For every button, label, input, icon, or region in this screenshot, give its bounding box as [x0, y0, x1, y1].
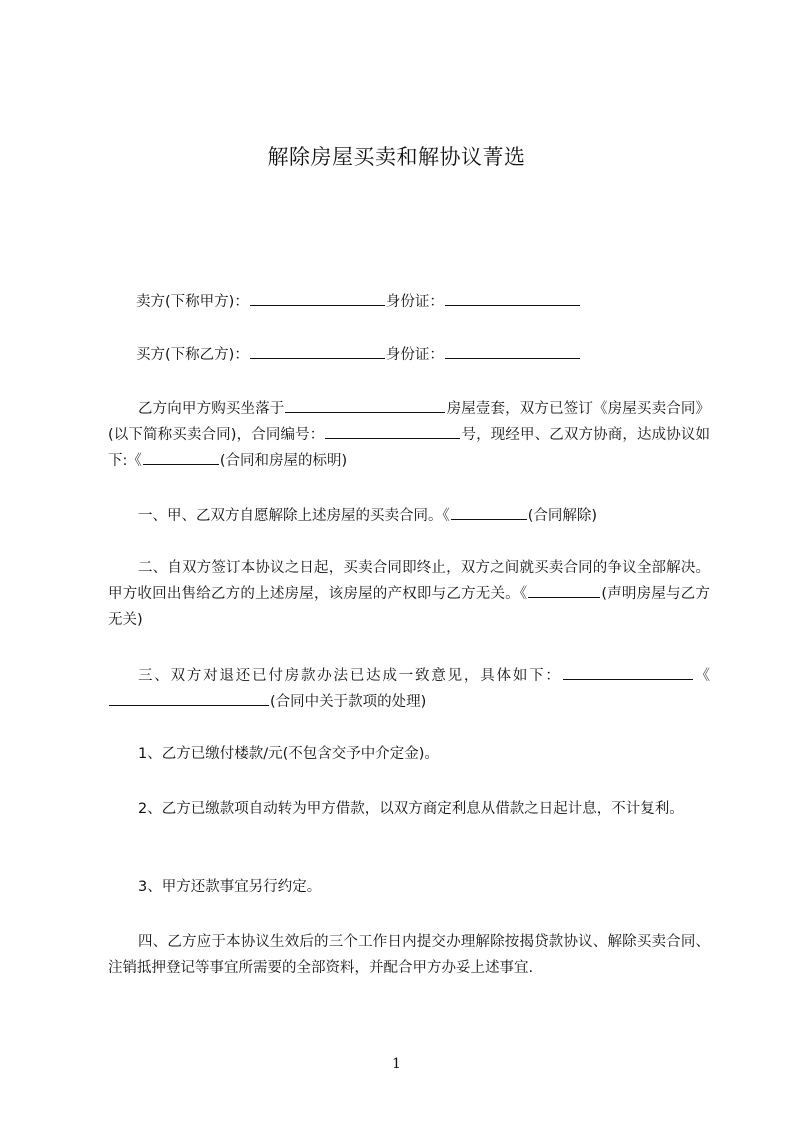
clause-1-blank — [451, 505, 527, 520]
clause-1-note: (合同解除) — [527, 508, 598, 524]
clause-3-blank-1 — [563, 665, 693, 680]
clause-4: 四、乙方应于本协议生效后的三个工作日内提交办理解除按揭贷款协议、解除买卖合同、注销抵押登记等事宜所需要的全部资料，并配合甲方办妥上述事宜. — [108, 934, 710, 976]
buyer-id-label: 身份证： — [385, 347, 444, 363]
property-location-blank — [285, 398, 445, 413]
contract-number-blank — [325, 424, 460, 439]
clause-2-note: (声明房屋与乙方无关) — [108, 586, 710, 628]
clause-3-text: 三、双方对退还已付房款办法已达成一致意见，具体如下： — [138, 668, 562, 684]
item-3: 3、甲方还款事宜另行约定。 — [138, 879, 322, 895]
buyer-id-blank — [445, 344, 580, 359]
item-1: 1、乙方已缴付楼款/元(不包含交予中介定金)。 — [138, 746, 439, 762]
item-2: 2、乙方已缴款项自动转为甲方借款，以双方商定利息从借款之日起计息，不计复利。 — [138, 801, 684, 817]
buyer-label: 买方(下称乙方)： — [136, 347, 249, 363]
seller-name-blank — [250, 291, 385, 306]
buyer-name-blank — [250, 344, 385, 359]
intro-text-3: 号，现经甲、乙双方协商，达成协议如下:《 — [108, 427, 710, 469]
clause-2-text: 二、自双方签订本协议之日起，买卖合同即终止，双方之间就买卖合同的争议全部解决。甲方收回出售给乙方的上述房屋，该房屋的产权即与乙方无关。《 — [108, 560, 710, 602]
clause-3-quote: 《 — [693, 668, 710, 684]
page-number: 1 — [392, 1056, 401, 1072]
intro-text-4: (合同和房屋的标明) — [219, 453, 348, 469]
clause-1-text: 一、甲、乙双方自愿解除上述房屋的买卖合同。《 — [138, 508, 450, 524]
seller-line — [136, 291, 581, 312]
seller-id-label: 身份证： — [385, 294, 444, 310]
buyer-line — [136, 344, 581, 365]
document-title: 解除房屋买卖和解协议菁选 — [267, 145, 526, 169]
clause-2-blank — [528, 583, 600, 598]
clause-3 — [108, 663, 710, 715]
clause-1 — [108, 503, 710, 529]
seller-label: 卖方(下称甲方)： — [136, 294, 249, 310]
clause-2 — [108, 555, 710, 633]
intro-text-2: 房屋壹套，双方已签订《房屋买卖合同》(以下简称买卖合同)，合同编号： — [108, 401, 711, 443]
intro-text-1: 乙方向甲方购买坐落于 — [138, 401, 285, 417]
clause-3-blank-2 — [109, 691, 269, 706]
intro-paragraph — [108, 396, 710, 474]
intro-note-blank — [143, 450, 219, 465]
seller-id-blank — [445, 291, 580, 306]
clause-3-note: (合同中关于款项的处理) — [270, 694, 427, 710]
